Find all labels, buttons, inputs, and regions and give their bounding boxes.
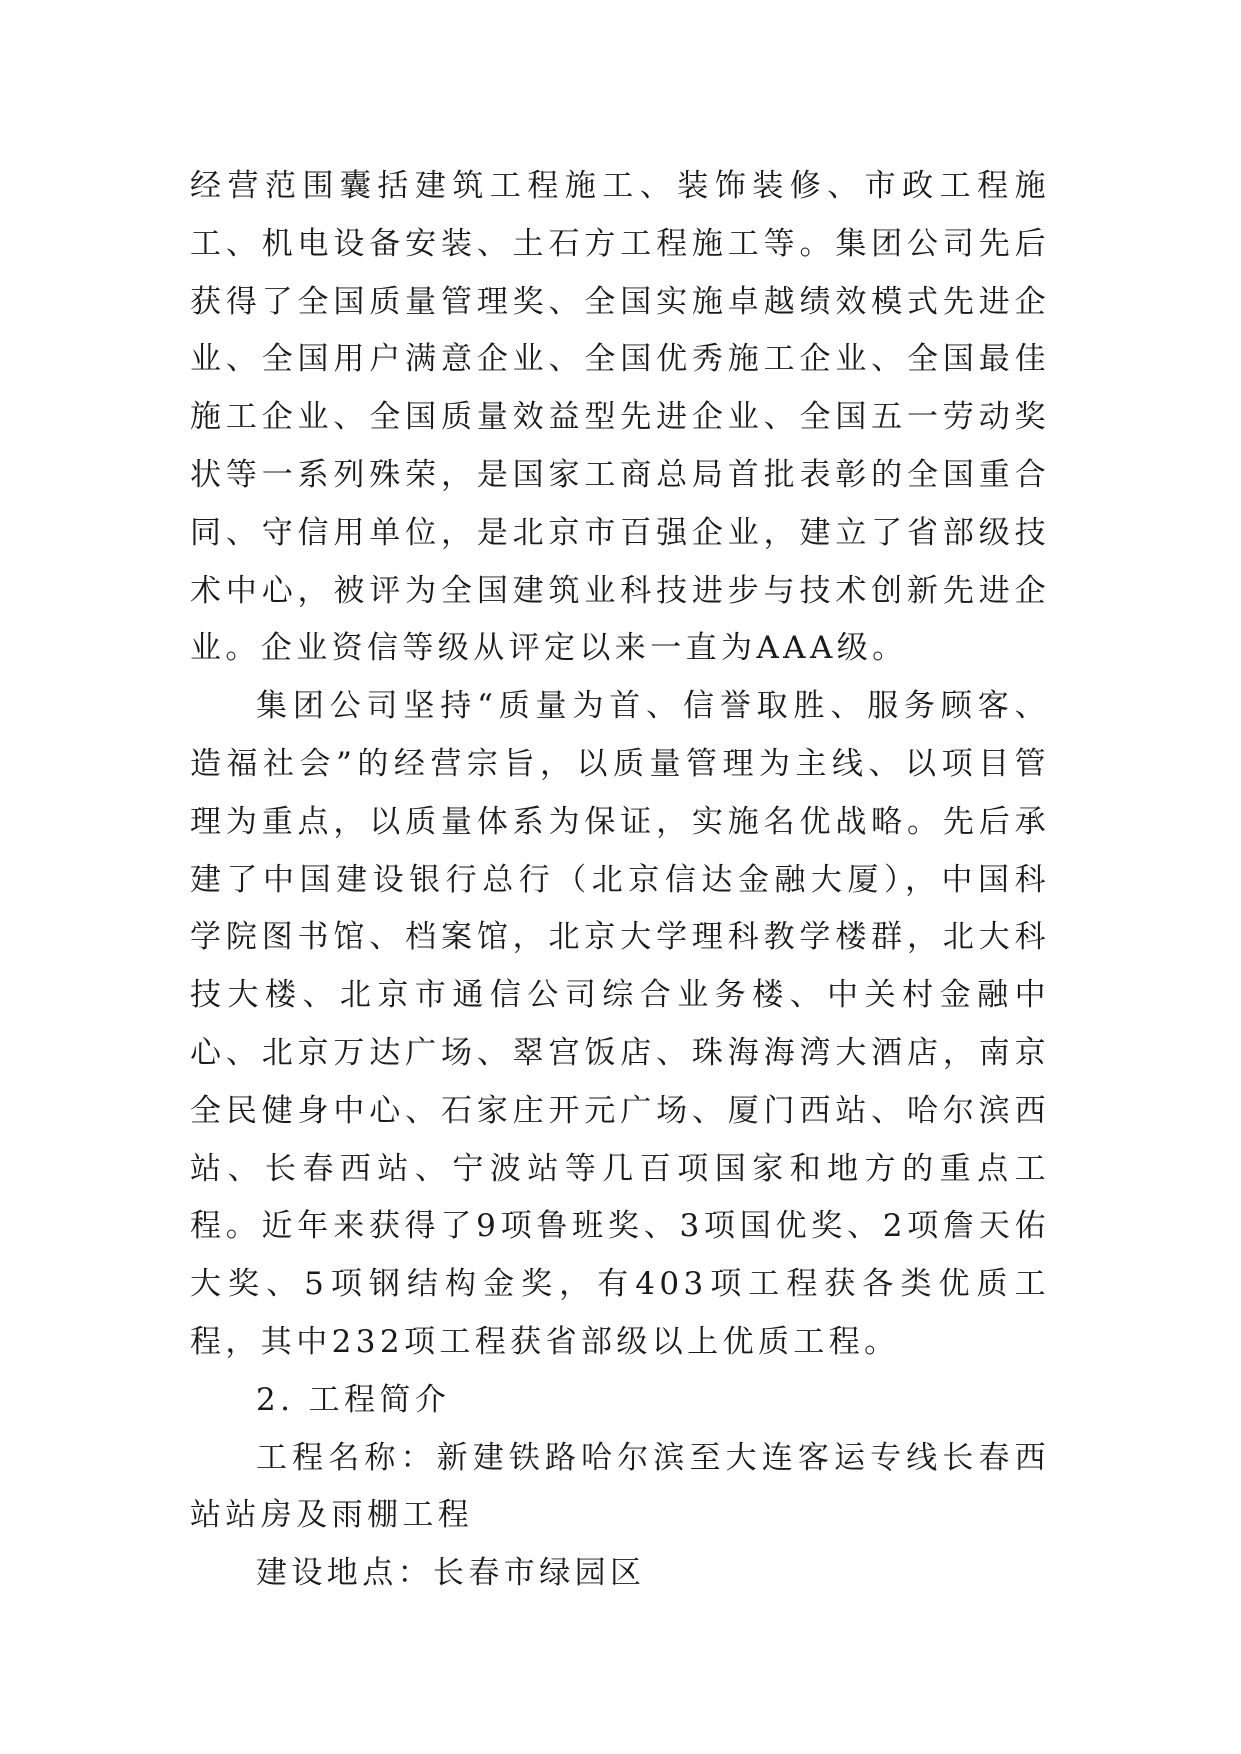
paragraph-company-philosophy: 集团公司坚持“质量为首、信誉取胜、服务顾客、造福社会”的经营宗旨，以质量管理为主线、以项目管理为重点，以质量体系为保证，实施名优战略。先后承建了中国建设银行总行（北京信达金融大厦），中国科学院图书馆、档案馆，北京大学理科教学楼群，北大科技大楼、北京市通信公司综合业务楼、中关村金融中心、北京万达广场、翠宫饭店、珠海海湾大酒店，南京全民健身中心、石家庄开元广场、厦门西站、哈尔滨西站、长春西站、宁波站等几百项国家和地方的重点工程。近年来获得了9项鲁班奖、3项国优奖、2项詹天佑大奖、5项钢结构金奖，有403项工程获各类优质工程，其中232项工程获省部级以上优质工程。 bbox=[190, 688, 1050, 1360]
paragraph-project-name: 工程名称：新建铁路哈尔滨至大连客运专线长春西站站房及雨棚工程 bbox=[190, 1439, 1050, 1534]
section-heading-project-intro: 2. 工程简介 bbox=[256, 1381, 451, 1418]
paragraph-company-scope: 经营范围囊括建筑工程施工、装饰装修、市政工程施工、机电设备安装、土石方工程施工等。集团公司先后获得了全国质量管理奖、全国实施卓越绩效模式先进企业、全国用户满意企业、全国优秀施工企业、全国最佳施工企业、全国质量效益型先进企业、全国五一劳动奖状等一系列殊荣，是国家工商总局首批表彰的全国重合同、守信用单位，是北京市百强企业，建立了省部级技术中心，被评为全国建筑业科技进步与技术创新先进企业。企业资信等级从评定以来一直为AAA级。 bbox=[190, 168, 1050, 667]
document-body bbox=[190, 158, 1050, 1603]
paragraph-project-location: 建设地点：长春市绿园区 bbox=[256, 1555, 646, 1592]
